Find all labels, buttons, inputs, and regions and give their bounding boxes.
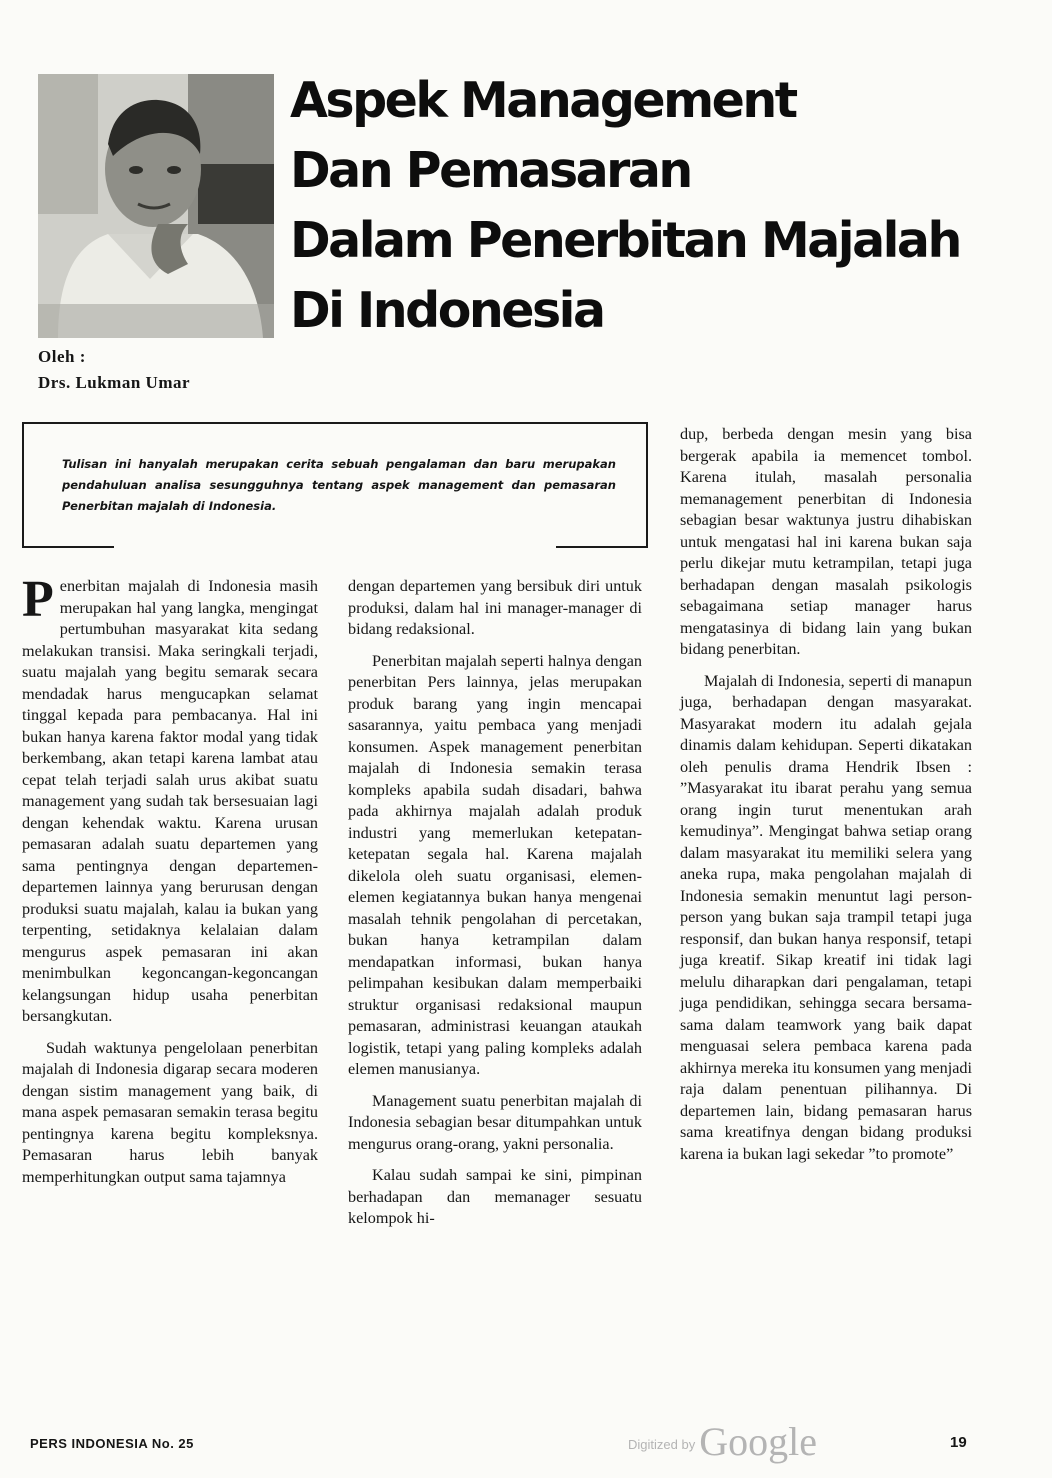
title-line-2: Dan Pemasaran <box>290 142 691 199</box>
col1-paragraph-1 <box>22 571 318 1028</box>
col3-paragraph-1: dup, berbeda dengan mesin yang bisa bergerak apabila ia memencet tombol. Karena itulah, masalah personalia memanagement penerbitan di Indonesia sebagian besar waktunya justru dihabiskan untuk mengatasi hal ini karena bukan saja perlu dikejar mutu ketrampilan, tetapi juga berhadapan dengan masalah psikologis sebagaimana setiap manager harus mengatasinya di bidang lain yang bukan bidang penerbitan. <box>680 425 972 658</box>
column-2 <box>348 576 642 1240</box>
author-name: Drs. Lukman Umar <box>38 373 191 392</box>
title-line-4: Di Indonesia <box>290 282 604 339</box>
byline-label: Oleh : <box>38 347 86 366</box>
page-number: 19 <box>950 1434 967 1451</box>
col3-paragraph-2: Majalah di Indonesia, seperti di manapun juga, berhadapan dengan masyarakat. Masyarakat modern itu adalah gejala dinamis dalam kehidupan. Seperti dikatakan oleh penulis drama Hendrik Ibsen : ”Masyarakat itu ibarat perahu yang semua orang ingin turut menentukan arah kemudinya”. Mengingat bahwa setiap orang dalam masyarakat itu memiliki selera yang aneka rupa, maka pengolahan majalah di Indonesia semakin menuntut lagi person-person yang bukan saja trampil tetapi juga responsif, dan bukan hanya responsif, tetapi juga kreatif. Sikap kreatif ini tidak lagi melulu diharapkan dari pengalaman, tetapi juga pendidikan, sehingga secara bersama-sama dalam teamwork yang baik dapat menguasai selera pembaca karena pada akhirnya mereka itu konsumen yang menjadi raja dalam penentuan pilihannya. Di departemen lain, bidang pemasaran harus sama kreatifnya dengan bidang produksi karena ia bukan lagi sekedar ”to promote” <box>680 671 972 1163</box>
column-1 <box>22 571 318 1198</box>
article-title <box>290 66 1030 346</box>
abstract-text: Tulisan ini hanyalah merupakan cerita sebuah pengalaman dan baru merupakan pendahuluan analisa sesungguhnya tentang aspek management dan pemasaran Penerbitan majalah di Indonesia. <box>62 457 616 513</box>
byline <box>38 344 190 396</box>
col1-paragraph-2: Sudah waktunya pengelolaan penerbitan majalah di Indonesia digarap secara moderen dengan sistim management yang baik, di mana aspek pemasaran semakin terasa begitu pentingnya karena begitu kompleksnya. Pemasaran harus lebih banyak memperhitungkan output sama tajamnya <box>22 1038 318 1186</box>
col2-paragraph-3: Management suatu penerbitan majalah di Indonesia sebagian besar ditumpahkan untuk mengurus orang-orang, yakni personalia. <box>348 1091 642 1153</box>
abstract-border-left <box>22 546 114 548</box>
author-photo <box>38 74 274 338</box>
drop-cap: P <box>22 571 54 628</box>
watermark-small-text: Digitized by <box>628 1437 696 1452</box>
column-3 <box>680 424 972 1175</box>
title-line-3: Dalam Penerbitan Majalah <box>290 212 960 269</box>
google-logo: Google <box>699 1419 817 1464</box>
author-portrait-icon <box>38 74 274 338</box>
title-line-1: Aspek Management <box>290 72 796 129</box>
col1-paragraph-1-text: enerbitan majalah di Indonesia masih merupakan hal yang langka, mengingat pertumbuhan masyarakat kita sedang melakukan transisi. Maka seringkali terjadi, suatu majalah yang begitu semarak secara mendadak harus mengucapkan selamat tinggal kepada para pembacanya. Hal ini bukan hanya karena faktor modal yang tidak berkembang, akan tetapi karena lambat atau cepat telah terjadi salah urus akibat suatu management yang sudah tak bersesuaian lagi dengan kehendak waktu. Karena urusan pemasaran adalah suatu departemen yang sama pentingnya dengan departemen-departemen lainnya yang berurusan dengan produksi suatu majalah, kalau ia bukan yang terpenting, setidaknya kelalaian dalam mengurus aspek pemasaran ini akan menimbulkan kegoncangan-kegoncangan kelangsungan hidup usaha penerbitan bersangkutan. <box>22 577 318 1025</box>
digitized-watermark <box>628 1418 817 1465</box>
abstract-border-right <box>556 546 648 548</box>
publication-footer: PERS INDONESIA No. 25 <box>30 1436 194 1451</box>
col2-paragraph-4: Kalau sudah sampai ke sini, pimpinan berhadapan dan memanager sesuatu kelompok hi- <box>348 1166 642 1227</box>
abstract-box <box>22 422 648 546</box>
col2-paragraph-2: Penerbitan majalah seperti halnya dengan penerbitan Pers lainnya, jelas merupakan produk barang yang ingin mencapai sasarannya, yaitu pembaca yang menjadi konsumen. Aspek management penerbitan majalah di Indonesia semakin terasa kompleks apabila sudah disadari, bahwa pada akhirnya majalah adalah produk industri yang memerlukan ketepatan-ketepatan segala hal. Karena majalah dikelola oleh suatu organisasi, elemen-elemen kegiatannya bukan hanya mengenai masalah tehnik pengolahan di percetakan, bukan hanya ketrampilan dalam mendapatkan informasi, bukan hanya pelimpahan kesibukan dalam memperbaiki struktur organisasi redaksional maupun pemasaran, administrasi keuangan ataukah logistik, tetapi yang paling kompleks adalah elemen manusianya. <box>348 651 642 1078</box>
col2-paragraph-1: dengan departemen yang bersibuk diri untuk produksi, dalam hal ini manager-manager di bidang redaksional. <box>348 577 642 638</box>
